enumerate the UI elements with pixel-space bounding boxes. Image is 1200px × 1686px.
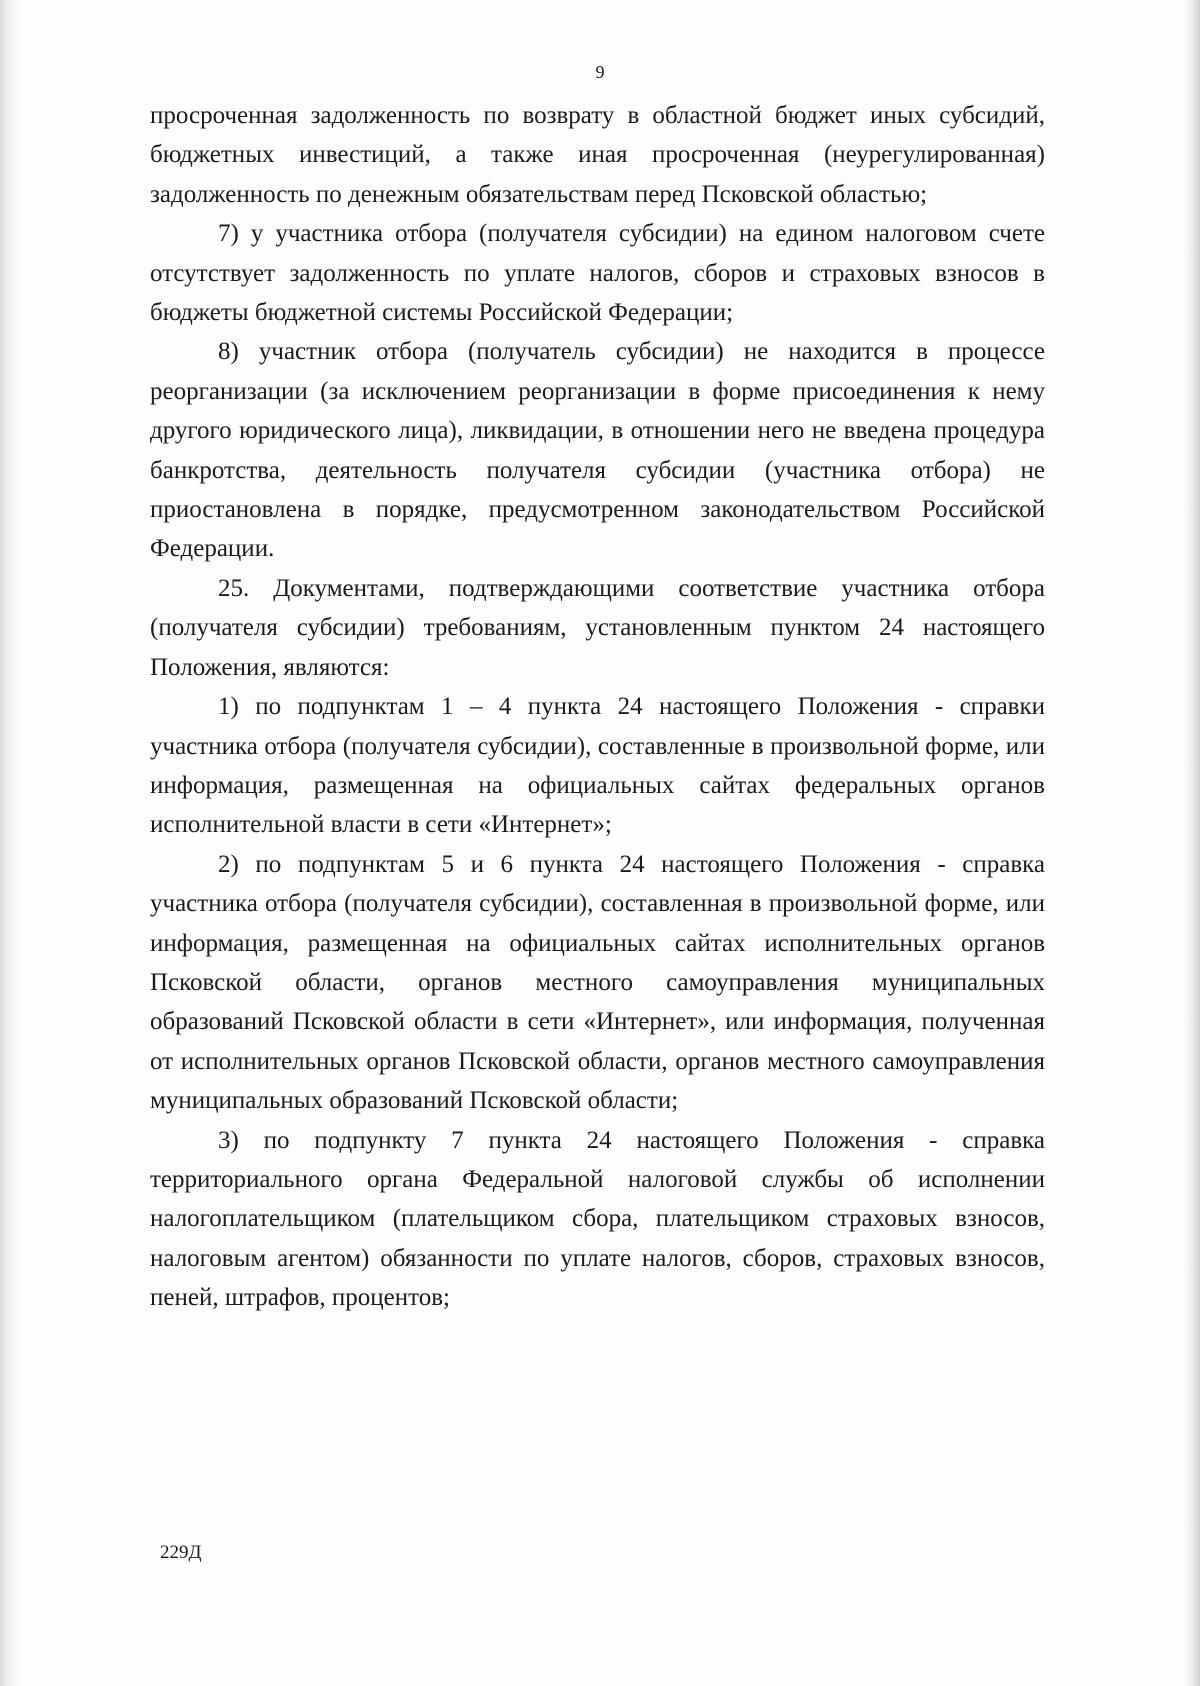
paragraph-subitem-2: 2) по подпунктам 5 и 6 пункта 24 настоящего Положения - справка участника отбора (получателя субсидии), составленная в произвольной форме, или информация, размещенная на официальных сайтах исполнительных органов Псковской области, органов местного самоуправления муниципальных образований Псковской области в сети «Интернет», или информация, полученная от исполнительных органов Псковской области, органов местного самоуправления муниципальных образований Псковской области; [150, 850, 1045, 1115]
scan-edge-right [1182, 0, 1200, 1686]
paragraph-continuation: просроченная задолженность по возврату в областной бюджет иных субсидий, бюджетных инвестиций, а также иная просроченная (неурегулированная) задолженность по денежным обязательствам перед Псковской областью; [150, 102, 1045, 208]
paragraph-item-8: 8) участник отбора (получатель субсидии) не находится в процессе реорганизации (за исключением реорганизации в форме присоединения к нему другого юридического лица), ликвидации, в отношении него не введена процедура банкротства, деятельность получателя субсидии (участника отбора) не приостановлена в порядке, предусмотренном законодательством Российской Федерации. [150, 338, 1045, 563]
paragraph-item-7: 7) у участника отбора (получателя субсидии) на едином налоговом счете отсутствует задолженность по уплате налогов, сборов и страховых взносов в бюджеты бюджетной системы Российской Федерации; [150, 220, 1045, 327]
page-number: 9 [595, 62, 605, 82]
paragraph-clause-25: 25. Документами, подтверждающими соответствие участника отбора (получателя субсидии) требованиям, установленным пунктом 24 настоящего Положения, являются: [150, 574, 1045, 681]
paragraph-subitem-1: 1) по подпунктам 1 – 4 пункта 24 настоящего Положения - справки участника отбора (получателя субсидии), составленные в произвольной форме, или информация, размещенная на официальных сайтах федеральных органов исполнительной власти в сети «Интернет»; [150, 693, 1045, 839]
document-body [150, 96, 1045, 1318]
scan-edge-left [0, 0, 22, 1686]
paragraph-subitem-3: 3) по подпункту 7 пункта 24 настоящего Положения - справка территориального органа Федеральной налоговой службы об исполнении налогоплательщиком (плательщиком сбора, плательщиком страховых взносов, налоговым агентом) обязанности по уплате налогов, сборов, страховых взносов, пеней, штрафов, процентов; [150, 1126, 1045, 1312]
footer-document-code: 229Д [160, 1542, 202, 1563]
